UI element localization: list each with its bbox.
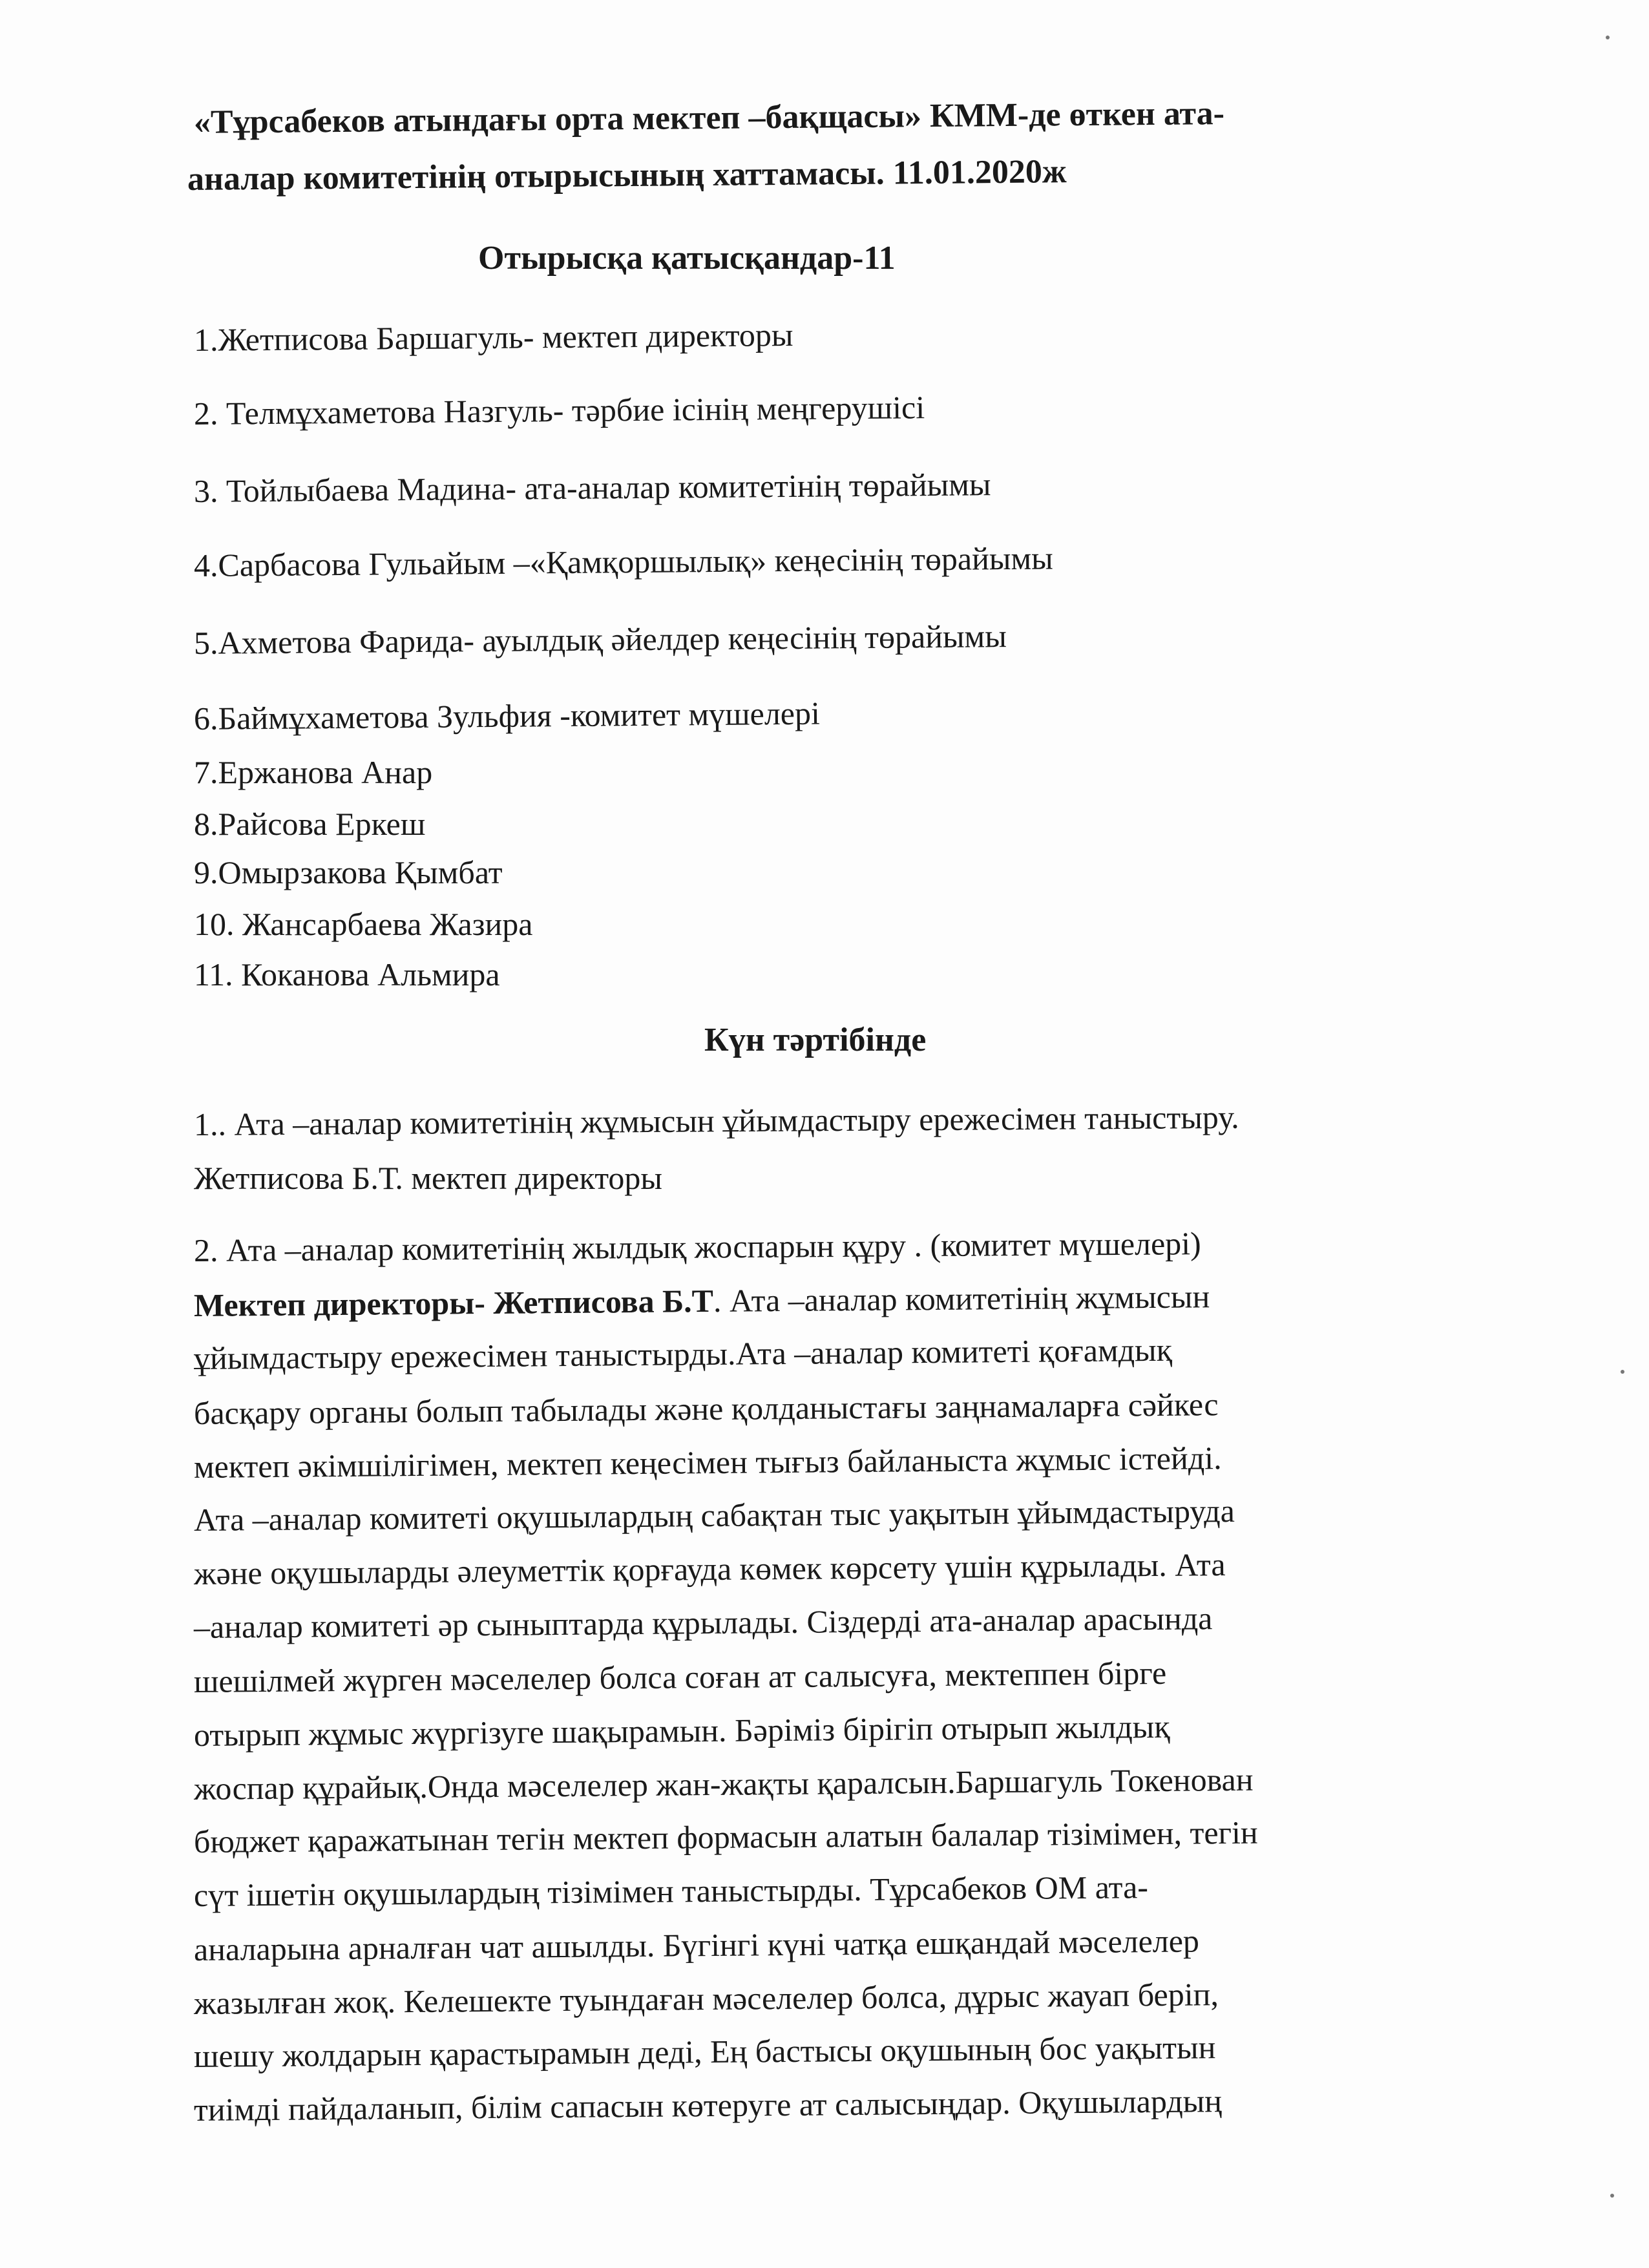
attendee-item: 6.Баймұхаметова Зульфия -комитет мүшелері (193, 695, 821, 737)
document-title-line-2: аналар комитетінің отырысының хаттамасы. 11.01.2020ж (187, 153, 1067, 198)
attendee-item: 8.Райсова Еркеш (194, 806, 426, 842)
body-line: шешілмей жүрген мәселелер болса соған ат салысуға, мектеппен бірге (193, 1654, 1167, 1699)
body-first-line-rest: . Ата –аналар комитетінің жұмысын (713, 1278, 1210, 1319)
attendees-heading: Отырысқа қатысқандар-11 (478, 240, 896, 277)
body-line: басқару органы болып табылады және қолданыстағы заңнамаларға сәйкес (193, 1386, 1219, 1431)
agenda-item-1: 1.. Ата –аналар комитетінің жұмысын ұйымдастыру ережесімен таныстыру. (193, 1098, 1239, 1142)
body-line: бюджет қаражатынан тегін мектеп формасын алатын балалар тізімімен, тегін (193, 1814, 1258, 1860)
attendee-item: 2. Телмұхаметова Назгуль- тәрбие ісінің меңгерушісі (193, 389, 925, 432)
attendee-item: 1.Жетписова Баршагуль- мектеп директоры (193, 316, 793, 358)
attendee-item: 4.Сарбасова Гульайым –«Қамқоршылық» кеңесінің төрайымы (193, 540, 1053, 583)
attendee-item: 10. Жансарбаева Жазира (194, 906, 533, 942)
scan-speck (1621, 1370, 1624, 1374)
body-line: жазылған жоқ. Келешекте туындаған мәселелер болса, дұрыс жауап беріп, (193, 1976, 1219, 2021)
document-title-line-1: «Тұрсабеков атындағы орта мектеп –бақщасы» КММ-де өткен ата- (193, 95, 1225, 141)
attendee-item: 11. Коканова Альмира (194, 956, 500, 992)
agenda-item-2: 2. Ата –аналар комитетінің жылдық жоспарын құру . (комитет мүшелері) (193, 1225, 1201, 1268)
body-line: ұйымдастыру ережесімен таныстырды.Ата –аналар комитеті қоғамдық (193, 1331, 1173, 1376)
body-line: мектеп әкімшілігімен, мектеп кеңесімен тығыз байланыста жұмыс істейді. (193, 1440, 1222, 1485)
body-line: отырып жұмыс жүргізуге шақырамын. Бәріміз бірігіп отырып жылдық (193, 1708, 1170, 1753)
body-line: аналарына арналған чат ашылды. Бүгінгі күні чатқа ешқандай мәселелер (193, 1922, 1200, 1968)
attendee-item: 5.Ахметова Фарида- ауылдық әйелдер кеңесінің төрайымы (193, 618, 1007, 661)
body-first-line (194, 1277, 1210, 1325)
body-line: жоспар құрайық.Онда мәселелер жан-жақты қаралсын.Баршагуль Токенован (193, 1761, 1254, 1807)
attendee-item: 3. Тойлыбаева Мадина- ата-аналар комитетінің төрайымы (193, 466, 991, 509)
agenda-heading: Күн тәртібінде (704, 1022, 927, 1058)
body-line: сүт ішетін оқушылардың тізімімен таныстырды. Тұрсабеков ОМ ата- (193, 1869, 1149, 1913)
attendee-item: 7.Ержанова Анар (194, 754, 433, 790)
scan-speck (1610, 2194, 1614, 2198)
agenda-item-1-speaker: Жетписова Б.Т. мектеп директоры (194, 1160, 662, 1196)
body-line: және оқушыларды әлеуметтік қорғауда көмек көрсету үшін құрылады. Ата (193, 1546, 1226, 1591)
body-line: –аналар комитеті әр сыныптарда құрылады. Сіздерді ата-аналар арасында (193, 1600, 1213, 1645)
attendee-item: 9.Омырзакова Қымбат (194, 854, 503, 890)
scan-speck (1606, 36, 1610, 39)
speaker-name: Мектеп директоры- Жетписова Б.Т (193, 1282, 714, 1323)
body-line: Ата –аналар комитеті оқушылардың сабақтан тыс уақытын ұйымдастыруда (193, 1492, 1235, 1538)
body-line: шешу жолдарын қарастырамын деді, Ең бастысы оқушының бос уақытын (193, 2029, 1216, 2074)
body-line: тиімді пайдаланып, білім сапасын көтеруге ат салысыңдар. Оқушылардың (193, 2083, 1223, 2128)
